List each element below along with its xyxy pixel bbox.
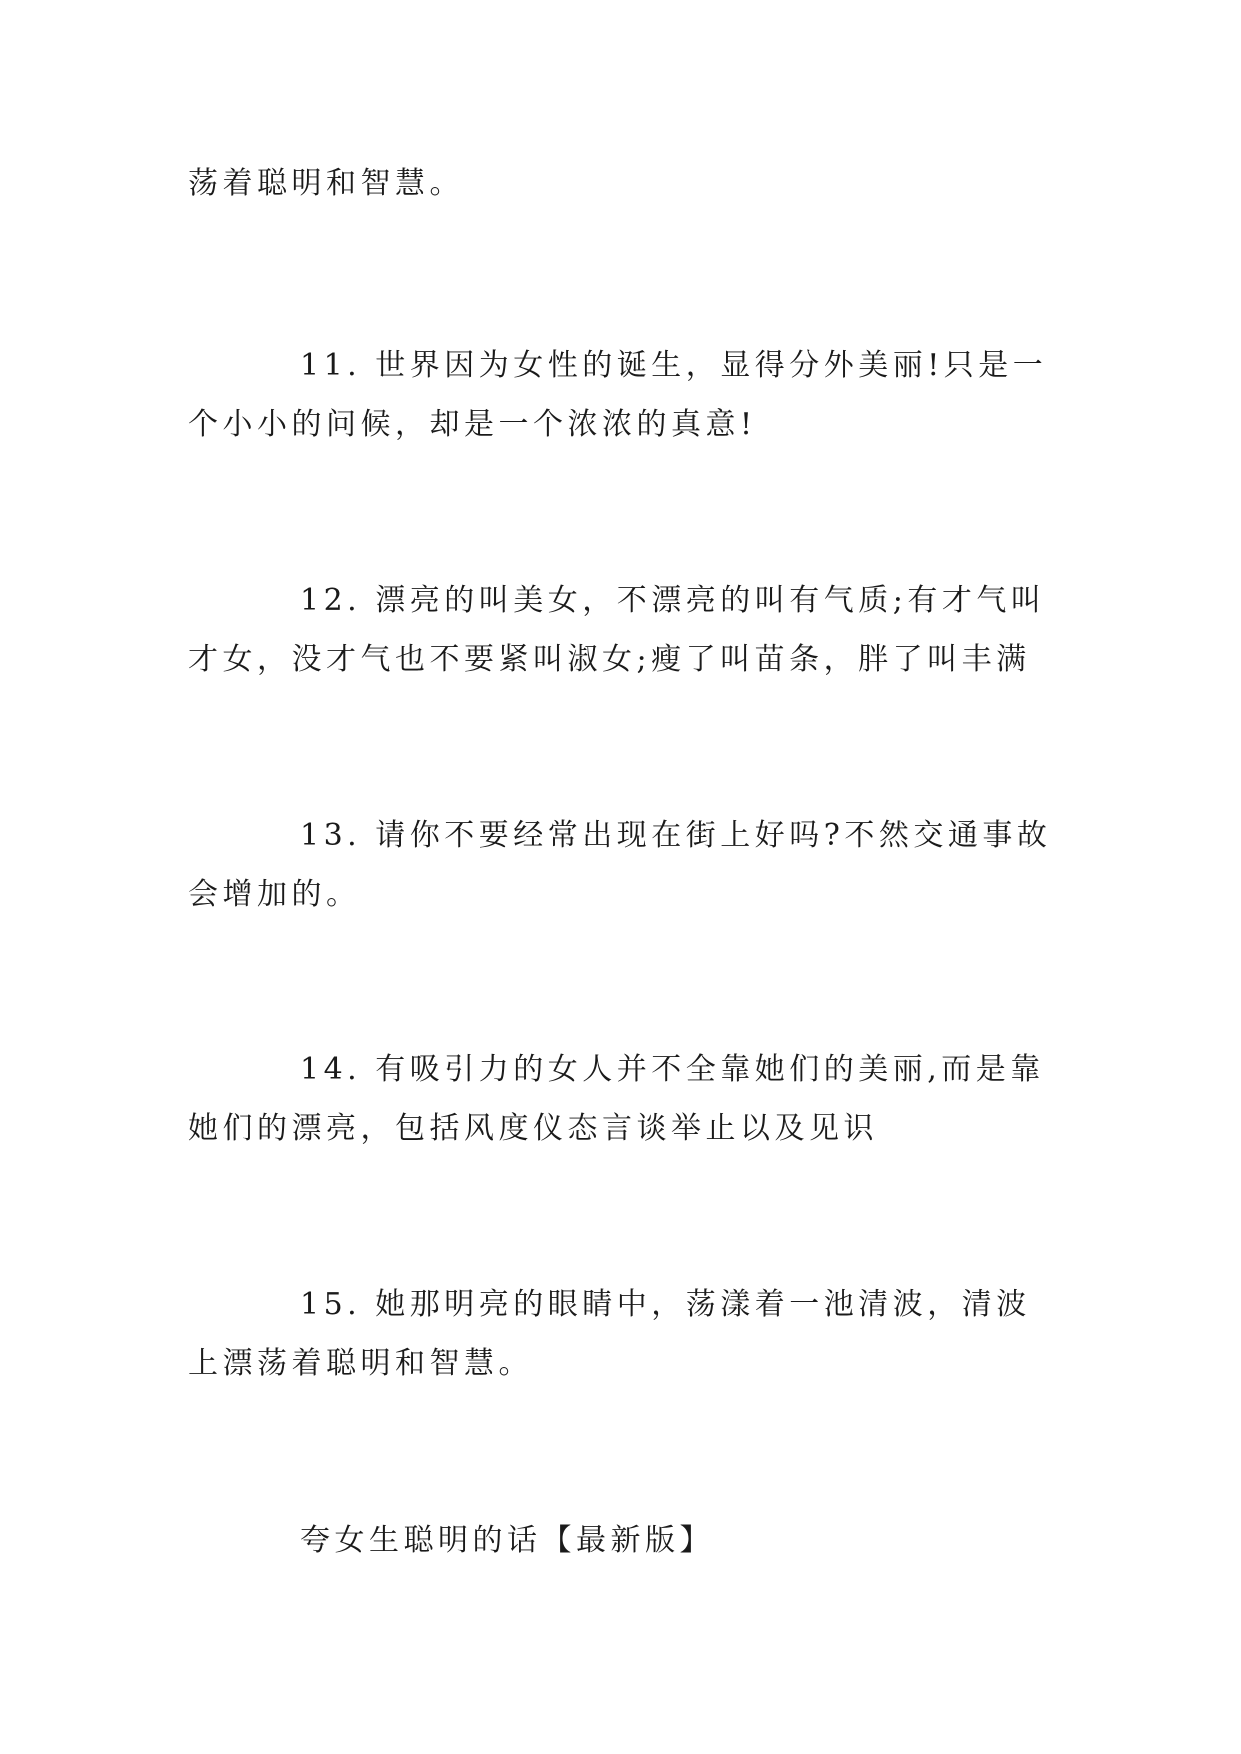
paragraph-text: 13. 请你不要经常出现在街上好吗?不然交通事故会增加的。 bbox=[188, 818, 1052, 912]
paragraph-text: 荡着聪明和智慧。 bbox=[188, 166, 464, 201]
paragraph-item-12 bbox=[188, 571, 1058, 689]
paragraph-item-15 bbox=[188, 1275, 1058, 1393]
paragraph-text: 14. 有吸引力的女人并不全靠她们的美丽,而是靠她们的漂亮，包括风度仪态言谈举止以及见识 bbox=[188, 1052, 1045, 1146]
paragraph-continuation bbox=[188, 154, 1058, 213]
paragraph-text: 12. 漂亮的叫美女，不漂亮的叫有气质;有才气叫才女，没才气也不要紧叫淑女;瘦了叫苗条，胖了叫丰满 bbox=[188, 583, 1046, 677]
paragraph-item-11 bbox=[188, 336, 1058, 454]
paragraph-text: 15. 她那明亮的眼睛中，荡漾着一池清波，清波上漂荡着聪明和智慧。 bbox=[188, 1287, 1031, 1381]
footer-title: 夸女生聪明的话【最新版】 bbox=[300, 1523, 714, 1558]
paragraph-item-14 bbox=[188, 1040, 1058, 1158]
paragraph-item-13 bbox=[188, 806, 1058, 924]
paragraph-text: 11. 世界因为女性的诞生，显得分外美丽!只是一个小小的问候，却是一个浓浓的真意! bbox=[188, 348, 1048, 442]
